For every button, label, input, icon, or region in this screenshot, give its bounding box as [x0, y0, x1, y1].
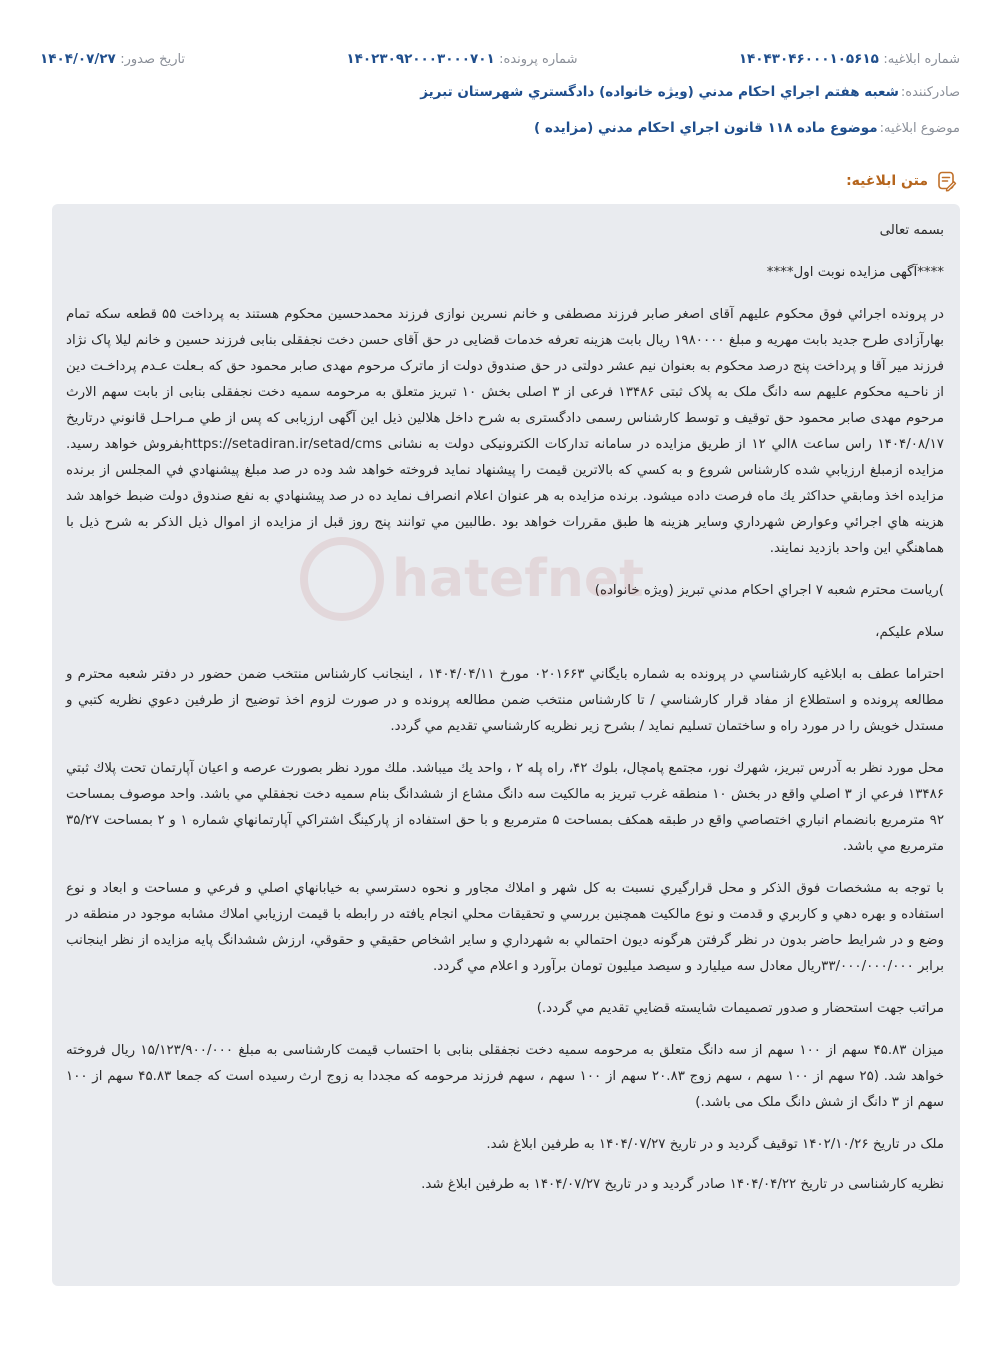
- issuer-label: صادرکننده:: [900, 84, 960, 100]
- body-paragraph-9: مراتب جهت استحضار و صدور تصميمات شايسته قضايي تقديم مي گردد.): [536, 1001, 944, 1016]
- case-number-label: شماره پرونده:: [499, 52, 578, 67]
- subject-label: موضوع ابلاغیه:: [879, 120, 960, 136]
- case-number: [346, 51, 577, 67]
- notice-header: [40, 44, 960, 146]
- body-paragraph-12: نظریه کارشناسی در تاریخ ۱۴۰۴/۰۴/۲۲ صادر گردید و در تاریخ ۱۴۰۴/۰۷/۲۷ به طرفین ابلاغ شد.: [421, 1177, 944, 1192]
- notice-text-title: متن ابلاغیه:: [846, 173, 928, 189]
- notice-number-label: شماره ابلاغیه:: [883, 52, 960, 67]
- body-paragraph-10: میزان ۴۵.۸۳ سهم از ۱۰۰ سهم از سه دانگ متعلق به مرحومه سمیه دخت نجفقلی بنابی با احتساب قیمت کارشناسی به مبلغ ۱۵/۱۲۳/۹۰۰/۰۰۰ ریال فروخته خواهد شد. (۲۵ سهم از ۱۰۰ سهم ، سهم زوج ۲۰.۸۳ سهم از ۱۰۰ سهم ، سهم فرزند مرحومه که مجددا به زوج ارث رسیده است که جمعا ۴۵.۸۳ سهم از ۱۰۰ سهم از ۳ دانگ از شش دانگ ملک می باشد.): [66, 1043, 944, 1110]
- subject-value: موضوع ماده ۱۱۸ قانون اجراي احكام مدني (مزايده ): [534, 120, 878, 136]
- notice-text-heading: [846, 170, 958, 192]
- body-paragraph-1: بسمه تعالی: [879, 223, 944, 238]
- subject-line: [40, 110, 960, 146]
- body-paragraph-8: با توجه به مشخصات فوق الذكر و محل قرارگيري نسبت به كل شهر و املاك مجاور و نحوه دسترسي به خيابانهاي اصلي و فرعي و مساحت و ابعاد و نوع استفاده و بهره دهي و كاربري و قدمت و نوع مالكيت همچنين بررسي و تحقيقات محلي انجام يافته در رابطه با قيمت ارزيابي املاك مشابه موجود در منطقه در وضع و در شرايط حاضر بدون در نظر گرفتن هرگونه ديون احتمالي به شهرداري و ساير اشخاص حقيقي و حقوقي، ارزش ششدانگ پايه مزايده از نظر اينجانب برابر ۳۳/۰۰۰/۰۰۰/۰۰۰ريال معادل سه ميليارد و سيصد ميليون تومان برآورد و اعلام مي گردد.: [66, 881, 944, 974]
- meta-row: [40, 44, 960, 74]
- case-number-value: ۱۴۰۲۳۰۹۲۰۰۰۳۰۰۰۷۰۱: [346, 51, 495, 67]
- notice-number-value: ۱۴۰۴۳۰۴۶۰۰۰۱۰۵۶۱۵: [738, 51, 879, 67]
- body-paragraph-3: در پرونده اجرائي فوق محکوم علیهم آقای اصغر صابر فرزند مصطفی و خانم نسرین نوازی فرزند محمدحسین محکوم هستند به پرداخت ۵۵ قطعه سکه تمام بهارآزادی طرح جدید بابت مهریه و مبلغ ۱۹۸۰۰۰۰ ریال بابت هزینه تعرفه خدمات قضایی در حق آقای حسن دخت نجفقلی بنابی فرزند حسین و خانم لیلا پاک نژاد فرزند میر آقا و پرداخت پنج درصد محکوم به بعنوان نیم عشر دولتی در حق صندوق دولت از ماترک مرحوم مهدی صابر محمود حق که بـعلت عـدم پرداخـت دين از ناحـيه محكوم عليهم سه دانگ ملک به پلاک ثبتی ۱۳۴۸۶ فرعی از ۳ اصلی بخش ۱۰ تبریز متعلق به مرحومه سمیه دخت نجفقلی بنابی از بابت سهم الارث مرحوم مهدی صابر محمود حق توقیف و توسط کارشناس رسمی دادگستری به شرح داخل هلالین ذیل این آگهی ارزیابی كه پس از طي مـراحـل قانوني درتاريخ ۱۴۰۴/۰۸/۱۷ راس ساعت ۸الي ۱۲ از طریق مزایده در سامانه تدارکات الکترونیکی دولت به نشانی https://setadiran.ir/setad/cmsبفروش خواهد رسید. مزايده ازمبلغ ارزيابي شده كارشناس شروع و به كسي كه بالاترين قيمت را پيشنهاد نمايد فروخته خواهد شد وده در صد مبلغ پيشنهادي في المجلس از برنده مزايده اخذ ومابقي حداكثر يك ماه فرصت داده ميشود. برنده مزايده به هر عنوان اعلام انصراف نمايد ده در صد پيشنهادي به نفع صندوق دولت ضبط خواهد شد هزينه هاي اجرائي وعوارض شهرداري وساير هزينه ها طبق مقررات خواهد بود .طالبين مي توانند پنج روز قبل از مزايده از اموال ذيل الذكر به شرح ذيل با هماهنگي اين واحد بازديد نمايند.: [66, 307, 944, 556]
- body-paragraph-5: سلام عليكم،: [875, 625, 944, 640]
- body-paragraph-6: احتراما عطف به ابلاغيه كارشناسي در پرونده به شماره بايگاني ۰۲۰۱۶۶۳ مورخ ۱۴۰۴/۰۴/۱۱ ، اينجانب كارشناس منتخب ضمن حضور در دفتر شعبه محترم و مطالعه پرونده و استطلاع از مفاد قرار كارشناسي / تا كارشناس منتخب ضمن مطالعه پرونده و در صورت لزوم اخذ توضيح از طرفين دعوي نظريه كتبي و مستدل خويش را در مورد راه و ساختمان تسليم نمايد / بشرح زير نظريه كارشناسي تقديم مي گردد.: [66, 667, 945, 734]
- issue-date: [40, 51, 185, 67]
- notice-body-card: [52, 204, 960, 1286]
- document-icon: [936, 170, 958, 192]
- body-paragraph-2: ****آگهی مزایده نوبت اول****: [766, 265, 944, 280]
- issuer-value: شعبه هفتم اجراي احكام مدني (ويژه خانواده) دادگستري شهرستان تبريز: [420, 84, 899, 100]
- watermark-text: hatefnet: [392, 549, 645, 609]
- notice-number: [739, 51, 960, 67]
- body-paragraph-11: ملک در تاریخ ۱۴۰۲/۱۰/۲۶ توقیف گردید و در تاریخ ۱۴۰۴/۰۷/۲۷ به طرفین ابلاغ شد.: [486, 1137, 944, 1152]
- issuer-line: [40, 74, 960, 110]
- body-paragraph-4: )رياست محترم شعبه ۷ اجراي احكام مدني تبريز (ويژه خانواده): [594, 583, 944, 598]
- issue-date-value: ۱۴۰۴/۰۷/۲۷: [40, 51, 116, 67]
- issue-date-label: تاریخ صدور:: [120, 52, 186, 67]
- body-paragraph-7: محل مورد نظر به آدرس تبريز، شهرك نور، مجتمع پامچال، بلوك ۴۲، راه پله ۲ ، واحد يك ميباشد. ملك مورد نظر بصورت عرصه و اعيان آپارتمان تحت پلاك ثبتي ۱۳۴۸۶ فرعي از ۳ اصلي واقع در بخش ۱۰ منطقه غرب تبريز به مالكيت سه دانگ مشاع از ششدانگ بنام سميه دخت نجفقلي مي باشد. واحد موصوف بمساحت ۹۲ مترمربع بانضمام انباري اختصاصي واقع در طبقه همكف بمساحت ۵ مترمربع و با حق استفاده از پاركينگ اشتراكي آپارتمانهاي شماره ۱ و ۲ بمساحت ۳۵/۲۷ مترمربع مي باشد.: [66, 761, 945, 854]
